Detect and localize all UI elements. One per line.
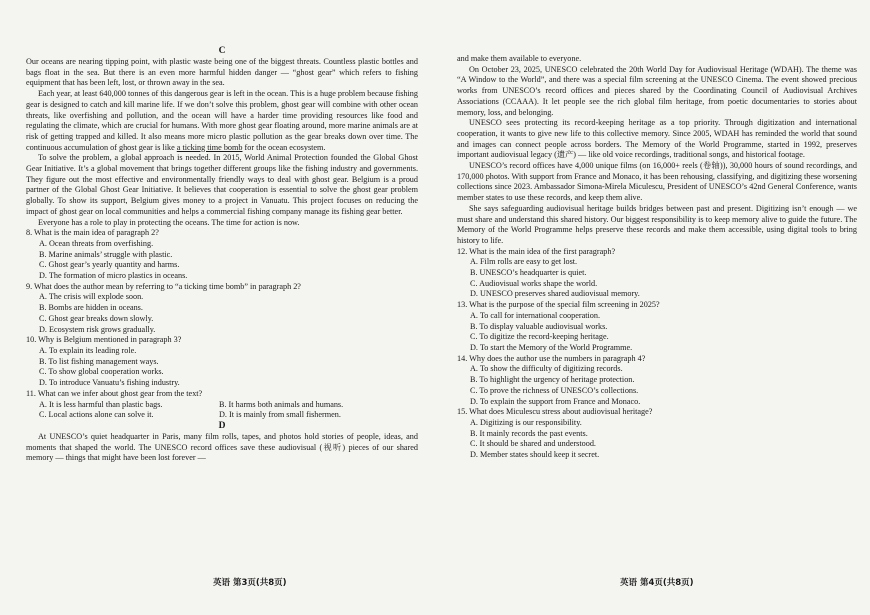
q10-option-a: A. To explain its leading role. xyxy=(39,345,137,355)
q9-option-c: C. Ghost gear breaks down slowly. xyxy=(39,313,154,323)
section-c-heading: C xyxy=(218,46,226,56)
q11-option-c: C. Local actions alone can solve it. xyxy=(39,410,154,420)
passage-c-paragraph-1: Our oceans are nearing tipping point, with plastic waste being one of the biggest threats. Countless plastic bottles and bags float in the sea. But there is an even more harmful hidden danger — “ghost gear” which refers to fishing equipment that has been left, lost, or thrown away in the sea. xyxy=(26,57,418,88)
q15-option-a: A. Digitizing is our responsibility. xyxy=(470,417,582,427)
question-8: 8. What is the main idea of paragraph 2? xyxy=(26,228,159,238)
question-12: 12. What is the main idea of the first paragraph? xyxy=(457,246,616,256)
page-footer-left: 英语 第3页(共8页) xyxy=(213,578,287,588)
passage-d-paragraph-3: UNESCO sees protecting its record-keeping heritage as a top priority. Through digitization and international cooperation, it wants to give new life to this collective memory. Since 2005, WDAH has reminded the world that sound and images can connect people across borders. The Memory of the World Programme, started in 1992, preserves important audiovisual legacy (遗产) — like old voice recordings, traditional songs, and historical footage. xyxy=(457,118,857,160)
passage-d-paragraph-5: She says safeguarding audiovisual heritage builds bridges between past and present. Digitizing isn’t enough — we must share and understand this shared history. Our biggest responsibility is to keep memory alive to guide the future. The Memory of the World Programme helps preserve these records and make them accessible, using digital tools to bring history to life. xyxy=(457,203,857,245)
q9-option-d: D. Ecosystem risk grows gradually. xyxy=(39,324,156,334)
q11-options-row-2 xyxy=(39,410,418,421)
q8-option-a: A. Ocean threats from overfishing. xyxy=(39,238,154,248)
question-15: 15. What does Miculescu stress about audiovisual heritage? xyxy=(457,407,653,417)
q15-option-b: B. It mainly records the past events. xyxy=(470,428,588,438)
question-11: 11. What can we infer about ghost gear from the text? xyxy=(26,388,203,398)
right-column xyxy=(457,54,857,461)
q13-option-d: D. To start the Memory of the World Programme. xyxy=(470,342,633,352)
passage-c-paragraph-3: To solve the problem, a global approach is needed. In 2015, World Animal Protection founded the Global Ghost Gear Initiative. It’s a global movement that brings together different groups like the fishing industry and governments. They figure out the most effective and environmentally friendly ways to deal with ghost gear. Belgium is a proud partner of the Global Ghost Gear Initiative. It believes that cooperation is essential to solve the ghost gear problem globally. To show its support, Belgium gives money to a project in Vanuatu. This project focuses on reducing the impact of ghost gear on local communities and helps a commercial fishing company manage its fishing gear better. xyxy=(26,153,418,216)
q10-option-d: D. To introduce Vanuatu’s fishing industry. xyxy=(39,378,180,388)
q12-option-c: C. Audiovisual works shape the world. xyxy=(470,278,598,288)
ticking-time-bomb-underline: a ticking time bomb xyxy=(176,142,243,152)
q14-option-c: C. To prove the richness of UNESCO’s collections. xyxy=(470,385,639,395)
question-9: 9. What does the author mean by referring to “a ticking time bomb” in paragraph 2? xyxy=(26,281,301,291)
left-column xyxy=(26,46,418,464)
q11-options-row-1 xyxy=(39,400,418,411)
passage-c-paragraph-4: Everyone has a role to play in protecting the oceans. The time for action is now. xyxy=(38,217,300,227)
q9-option-b: B. Bombs are hidden in oceans. xyxy=(39,303,143,313)
q12-option-b: B. UNESCO’s headquarter is quiet. xyxy=(470,268,587,278)
right-page xyxy=(435,0,870,615)
passage-c-paragraph-2 xyxy=(26,89,418,153)
q8-option-b: B. Marine animals’ struggle with plastic. xyxy=(39,249,173,259)
page-footer-right: 英语 第4页(共8页) xyxy=(620,578,694,588)
q11-option-b: B. It harms both animals and humans. xyxy=(219,399,344,409)
q10-option-c: C. To show global cooperation works. xyxy=(39,367,164,377)
q14-option-b: B. To highlight the urgency of heritage protection. xyxy=(470,375,635,385)
q8-option-c: C. Ghost gear’s yearly quantity and harms. xyxy=(39,260,180,270)
q10-option-b: B. To list fishing management ways. xyxy=(39,356,159,366)
passage-d-paragraph-4: UNESCO’s record offices have 4,000 unique films (on 16,000+ reels (卷轴)), 30,000 hours of sound recordings, and 170,000 photos. With support from France and Monaco, it has been rehousing, classifying, and digitizing these worsening collections since 2023. Ambassador Simona-Mirela Miculescu, President of UNESCO’s 42nd General Conference, wants member states to use these records, and keep them alive. xyxy=(457,161,857,203)
question-10: 10. Why is Belgium mentioned in paragraph 3? xyxy=(26,335,182,345)
q14-option-a: A. To show the difficulty of digitizing records. xyxy=(470,364,623,374)
q12-option-a: A. Film rolls are easy to get lost. xyxy=(470,257,578,267)
q13-option-a: A. To call for international cooperation. xyxy=(470,310,601,320)
q15-option-c: C. It should be shared and understood. xyxy=(470,439,596,449)
paragraph-2-text-b: for the ocean ecosystem. xyxy=(242,142,326,152)
q14-option-d: D. To explain the support from France and Monaco. xyxy=(470,396,641,406)
q9-option-a: A. The crisis will explode soon. xyxy=(39,292,144,302)
q13-option-c: C. To digitize the record-keeping heritage. xyxy=(470,332,609,342)
q15-option-d: D. Member states should keep it secret. xyxy=(470,450,600,460)
passage-d-paragraph-1-end: and make them available to everyone. xyxy=(457,54,582,63)
passage-d-paragraph-1-start: At UNESCO’s quiet headquarter in Paris, many film rolls, tapes, and photos hold stories of people, ideas, and moments that shaped the world. The UNESCO record offices save these audiovisual (视听) pieces of our shared memory — things that might have been lost forever — xyxy=(26,431,418,463)
q11-option-a: A. It is less harmful than plastic bags. xyxy=(39,399,163,409)
passage-d-paragraph-2: On October 23, 2025, UNESCO celebrated the 20th World Day for Audiovisual Heritage (WDAH). The theme was “A Window to the World”, and there was a special film screening at the UNESCO Cinema. The event showed precious works from UNESCO’s record offices and pieces shared by the Coordinating Council of Audiovisual Archives Associations (CCAAA). It let people see the rich global film heritage, from poetic documentaries to stories about memory, loss, and belonging. xyxy=(457,64,857,117)
paragraph-2-text-a: Each year, at least 640,000 tonnes of this dangerous gear is left in the ocean. This is a huge problem because fishing gear is designed to catch and kill marine life. If we don’t solve this problem, ghost gear will combine with other ocean threats, like overfishing and pollution, and the ocean will have a harder time providing resources like food and regulating the climate, which are crucial for humans. With more ghost gear floating around, more marine animals are at risk of getting trapped and killed. It also means more micro plastic pollution as the gear breaks down over time. The continuous accumulation of ghost gear is like xyxy=(26,89,418,152)
section-d-heading: D xyxy=(218,420,226,431)
q12-option-d: D. UNESCO preserves shared audiovisual memory. xyxy=(470,289,640,299)
question-13: 13. What is the purpose of the special film screening in 2025? xyxy=(457,300,660,310)
q13-option-b: B. To display valuable audiovisual works. xyxy=(470,321,608,331)
q8-option-d: D. The formation of micro plastics in oceans. xyxy=(39,271,188,281)
question-14: 14. Why does the author use the numbers in paragraph 4? xyxy=(457,353,646,363)
q11-option-d: D. It is mainly from small fishermen. xyxy=(219,410,341,420)
